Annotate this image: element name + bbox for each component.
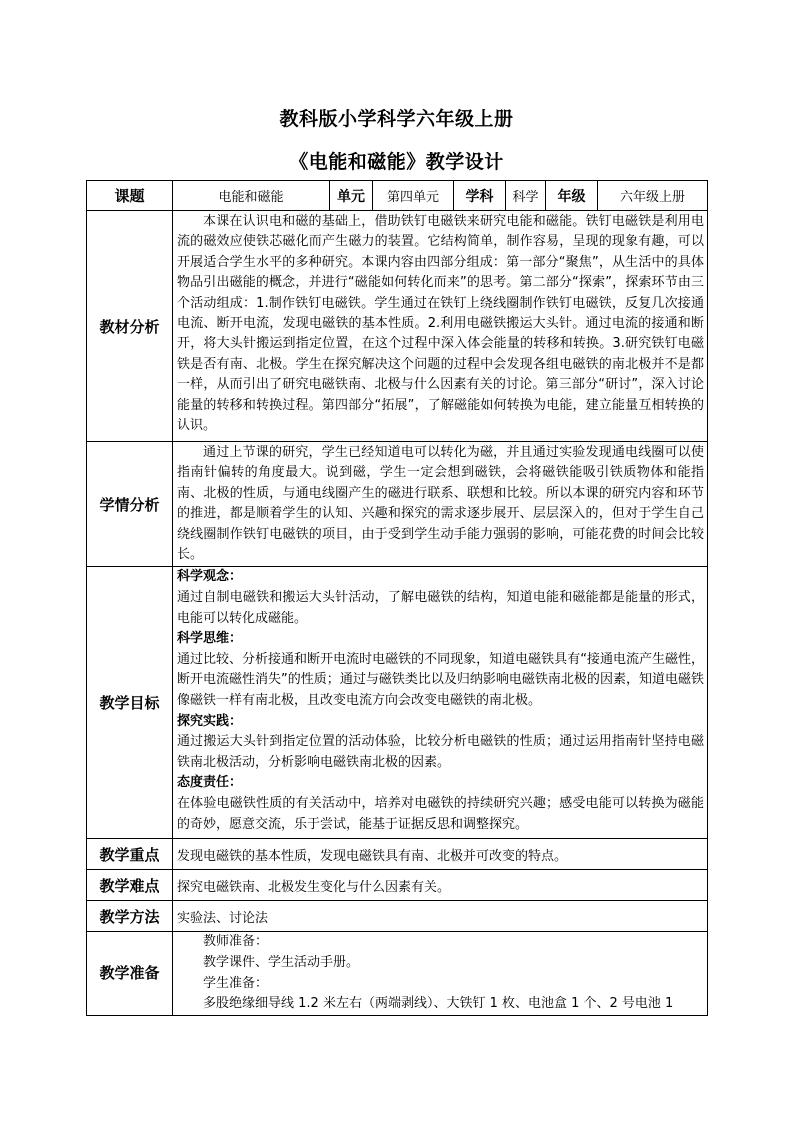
goal-text: 通过比较、分析接通和断开电流时电磁铁的不同现象，知道电磁铁具有“接通电流产生磁性，断开电流磁性消失”的性质；通过与磁铁类比以及归纳影响电磁铁南北极的因素，知道电磁铁像磁铁一样有南北极，且改变电流方向会改变电磁铁的南北极。 <box>177 651 704 708</box>
goal-heading: 科学观念： <box>177 569 243 585</box>
preparation-content <box>173 932 708 1016</box>
difficulties-label: 教学难点 <box>87 870 173 901</box>
goal-text: 通过搬运大头针到指定位置的活动体验，比较分析电磁铁的性质；通过运用指南针坚持电磁铁南北极活动，分析影响电磁铁南北极的因素。 <box>177 734 704 770</box>
subject-value: 科学 <box>506 181 546 211</box>
goal-heading: 态度责任： <box>177 775 243 791</box>
document-title: 教科版小学科学六年级上册 <box>279 108 514 130</box>
key-points-row <box>87 839 708 870</box>
teaching-goals-label: 教学目标 <box>87 567 173 839</box>
key-points-label: 教学重点 <box>87 839 173 870</box>
grade-label: 年级 <box>546 181 598 211</box>
student-analysis-label: 学情分析 <box>87 442 173 567</box>
methods-row <box>87 901 708 932</box>
unit-value: 第四单元 <box>373 181 454 211</box>
goal-text: 通过自制电磁铁和搬运大头针活动，了解电磁铁的结构，知道电能和磁能都是能量的形式，电能可以转化成磁能。 <box>177 590 704 626</box>
key-points-text: 发现电磁铁的基本性质，发现电磁铁具有南、北极并可改变的特点。 <box>173 839 708 870</box>
material-analysis-text: 本课在认识电和磁的基础上，借助铁钉电磁铁来研究电能和磁能。铁钉电磁铁是利用电流的磁效应使铁芯磁化而产生磁力的装置。它结构简单，制作容易，呈现的现象有趣，可以开展适合学生水平的多种研究。本课内容由四部分组成：第一部分“聚焦”，从生活中的具体物品引出磁能的概念，并进行“磁能如何转化而来”的思考。第二部分“探索”，探索环节由三个活动组成：1.制作铁钉电磁铁。学生通过在铁钉上绕线圈制作铁钉电磁铁，反复几次接通电流、断开电流，发现电磁铁的基本性质。2.利用电磁铁搬运大头针。通过电流的接通和断开，将大头针搬运到指定位置，在这个过程中深入体会能量的转移和转换。3.研究铁钉电磁铁是否有南、北极。学生在探究解决这个问题的过程中会发现各组电磁铁的南北极并不是都一样，从而引出了研究电磁铁南、北极与什么因素有关的讨论。第三部分“研讨”，深入讨论能量的转移和转换过程。第四部分“拓展”，了解磁能如何转换为电能，建立能量互相转换的认识。 <box>173 211 708 442</box>
goal-heading: 探究实践： <box>177 713 243 729</box>
methods-text: 实验法、讨论法 <box>173 901 708 932</box>
difficulties-row <box>87 870 708 901</box>
subject-label: 学科 <box>454 181 506 211</box>
grade-value: 六年级上册 <box>598 181 708 211</box>
student-analysis-row <box>87 442 708 567</box>
preparation-line: 教师准备： <box>203 934 269 950</box>
material-analysis-label: 教材分析 <box>87 211 173 442</box>
preparation-row <box>87 932 708 1016</box>
preparation-line: 学生准备： <box>203 975 269 991</box>
unit-label: 单元 <box>330 181 373 211</box>
material-analysis-row <box>87 211 708 442</box>
teaching-goals-row <box>87 567 708 839</box>
goal-heading: 科学思维： <box>177 631 243 647</box>
student-analysis-text: 通过上节课的研究，学生已经知道电可以转化为磁，并且通过实验发现通电线圈可以使指南针偏转的角度最大。说到磁，学生一定会想到磁铁，会将磁铁能吸引铁质物体和能指南、北极的性质，与通电线圈产生的磁进行联系、联想和比较。所以本课的研究内容和环节的推进，都是顺着学生的认知、兴趣和探究的需求逐步展开、层层深入的，但对于学生自己绕线圈制作铁钉电磁铁的项目，由于受到学生动手能力强弱的影响，可能花费的时间会比较长。 <box>173 442 708 567</box>
methods-label: 教学方法 <box>87 901 173 932</box>
topic-label: 课题 <box>87 181 173 211</box>
preparation-label: 教学准备 <box>87 932 173 1016</box>
goal-text: 在体验电磁铁性质的有关活动中，培养对电磁铁的持续研究兴趣；感受电能可以转换为磁能的奇妙，愿意交流，乐于尝试，能基于证据反思和调整探究。 <box>177 795 704 832</box>
preparation-line: 多股绝缘细导线 1.2 米左右（两端剥线）、大铁钉 1 枚、电池盒 1 个、2 号电池 1 <box>203 996 674 1012</box>
header-row <box>87 181 708 211</box>
topic-value: 电能和磁能 <box>173 181 330 211</box>
document-subtitle: 《电能和磁能》教学设计 <box>289 151 504 173</box>
teaching-goals-content <box>173 567 708 839</box>
lesson-plan-table <box>86 180 708 1016</box>
preparation-line: 教学课件、学生活动手册。 <box>203 955 360 971</box>
difficulties-text: 探究电磁铁南、北极发生变化与什么因素有关。 <box>173 870 708 901</box>
